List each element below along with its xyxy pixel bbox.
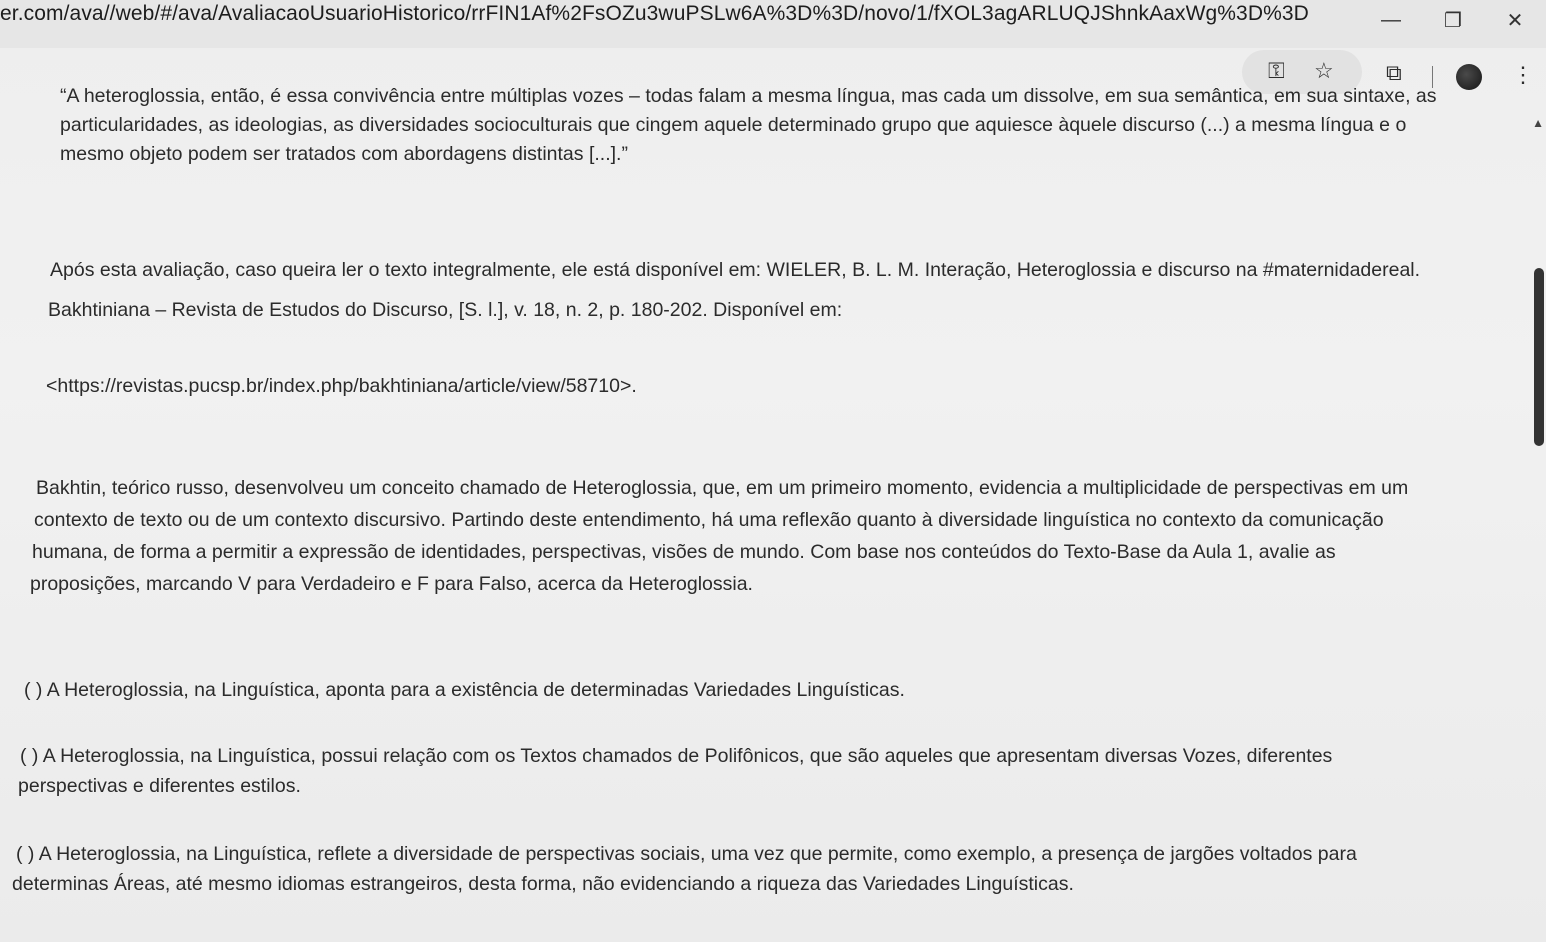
statement-line-2: contexto de texto ou de um contexto discursivo. Partindo deste entendimento, há uma reflexão quanto à diversidade linguística no contexto da comunicação <box>34 509 1384 531</box>
proposition-1[interactable]: ( ) A Heteroglossia, na Linguística, aponta para a existência de determinadas Variedades Linguísticas. <box>24 679 905 701</box>
proposition-2-line-2: perspectivas e diferentes estilos. <box>18 775 301 797</box>
quote-line-3: mesmo objeto podem ser tratados com abordagens distintas [...].” <box>60 143 628 165</box>
minimize-button[interactable]: — <box>1381 8 1401 31</box>
reference-line-2: Bakhtiniana – Revista de Estudos do Discurso, [S. l.], v. 18, n. 2, p. 180-202. Disponível em: <box>48 299 843 321</box>
page-content <box>0 48 1508 942</box>
scroll-up-arrow-icon[interactable]: ▲ <box>1532 116 1544 130</box>
window-controls <box>1360 0 1546 40</box>
menu-icon[interactable]: ⋮ <box>1512 62 1534 87</box>
quote-line-1: “A heteroglossia, então, é essa convivência entre múltiplas vozes – todas falam a mesma língua, mas cada um dissolve, em sua semântica, em sua sintaxe, as <box>60 85 1437 107</box>
scrollbar-thumb[interactable] <box>1534 268 1544 446</box>
address-bar-url[interactable]: er.com/ava//web/#/ava/AvaliacaoUsuarioHistorico/rrFIN1Af%2FsOZu3wuPSLw6A%3D%3D/novo/1/fXOL3agARLUQJShnkAaxWg%3D%3D <box>0 2 1309 25</box>
proposition-2-line-1[interactable]: ( ) A Heteroglossia, na Linguística, possui relação com os Textos chamados de Polifônicos, que são aqueles que apresentam diversas Vozes, diferentes <box>20 745 1333 767</box>
extensions-icon[interactable]: ⧉ <box>1386 60 1402 85</box>
browser-titlebar <box>0 0 1546 48</box>
proposition-3-line-2: determinas Áreas, até mesmo idiomas estrangeiros, desta forma, não evidenciando a riqueza das Variedades Linguísticas. <box>12 873 1074 895</box>
statement-line-4: proposições, marcando V para Verdadeiro e F para Falso, acerca da Heteroglossia. <box>30 573 753 595</box>
statement-line-3: humana, de forma a permitir a expressão de identidades, perspectivas, visões de mundo. Com base nos conteúdos do Texto-Base da Aula 1, avalie as <box>32 541 1336 563</box>
key-icon[interactable]: ⚿ <box>1268 58 1285 83</box>
restore-button[interactable]: ❐ <box>1444 9 1462 32</box>
close-button[interactable]: ✕ <box>1506 9 1524 32</box>
quote-line-2: particularidades, as ideologias, as diversidades socioculturais que cingem aquele determinado grupo que aquiesce àquele discurso (...) a mesma língua e o <box>60 114 1407 136</box>
statement-line-1: Bakhtin, teórico russo, desenvolveu um conceito chamado de Heteroglossia, que, em um primeiro momento, evidencia a multiplicidade de perspectivas em um <box>36 477 1409 499</box>
star-icon[interactable]: ☆ <box>1314 58 1334 83</box>
reference-line-1: Após esta avaliação, caso queira ler o texto integralmente, ele está disponível em: WIELER, B. L. M. Interação, Heteroglossia e discurso na #maternidadereal. <box>50 259 1421 281</box>
proposition-3-line-1[interactable]: ( ) A Heteroglossia, na Linguística, reflete a diversidade de perspectivas sociais, uma vez que permite, como exemplo, a presença de jargões voltados para <box>16 843 1357 865</box>
vertical-scrollbar[interactable] <box>1530 110 1546 942</box>
reference-url[interactable]: <https://revistas.pucsp.br/index.php/bakhtiniana/article/view/58710>. <box>46 375 637 397</box>
